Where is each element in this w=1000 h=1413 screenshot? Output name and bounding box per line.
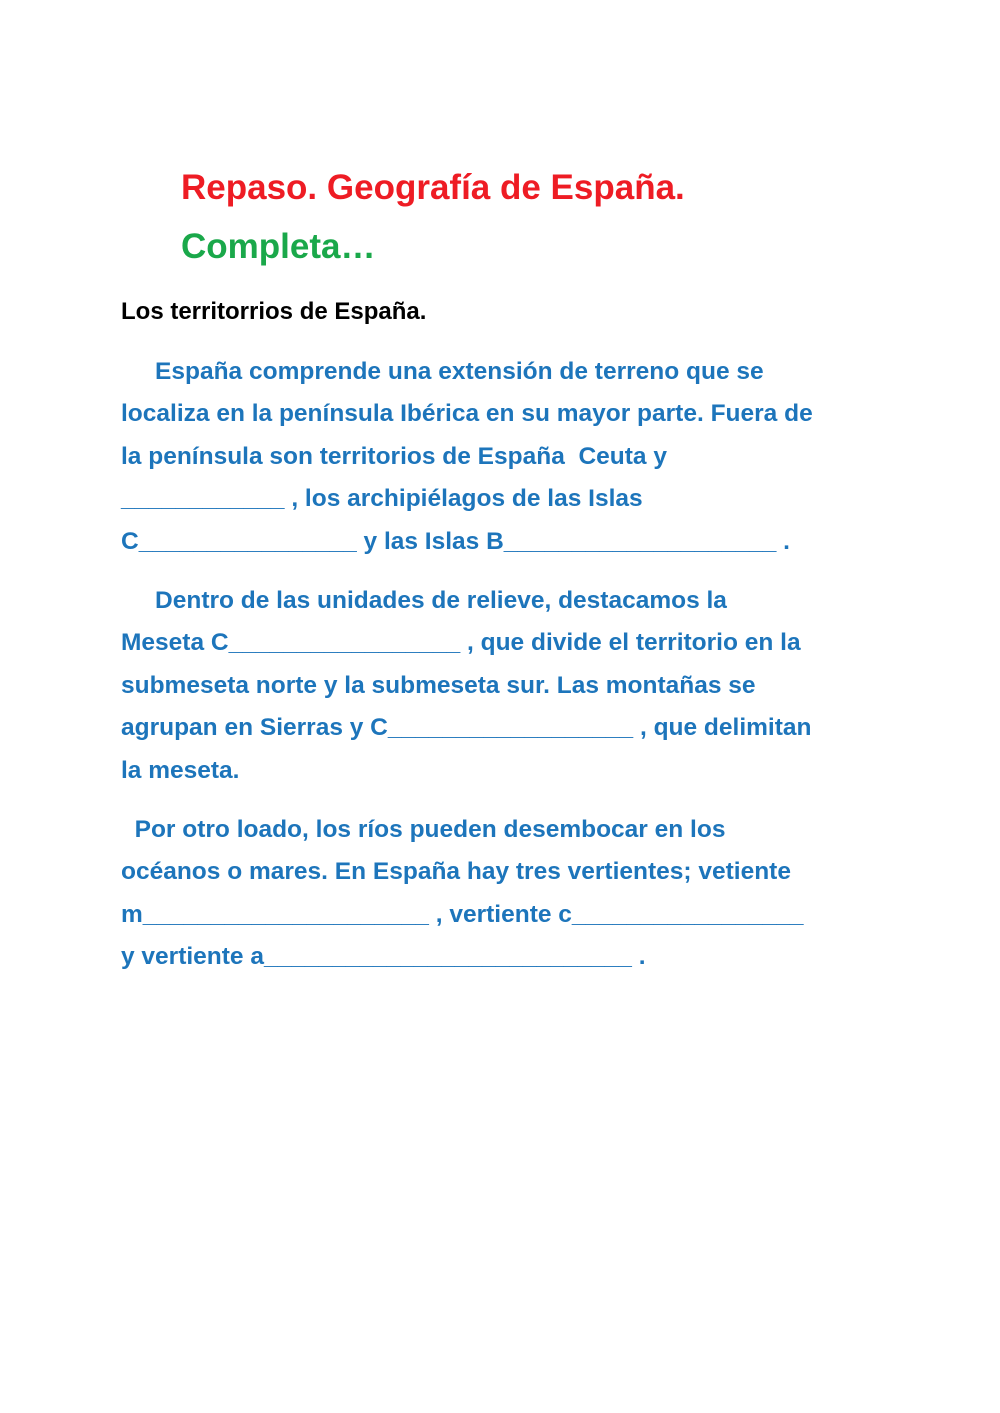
paragraph-line: la península son territorios de España Ceuta y: [121, 443, 667, 470]
paragraph-line: localiza en la península Ibérica en su mayor parte. Fuera de: [121, 400, 813, 427]
fill-blank-line[interactable]: ____________ , los archipiélagos de las Islas: [121, 485, 643, 512]
paragraph-line: Por otro loado, los ríos pueden desembocar en los: [121, 816, 726, 843]
fill-blank-line[interactable]: m_____________________ , vertiente c_________________: [121, 901, 804, 928]
fill-blank-line[interactable]: Meseta C_________________ , que divide el territorio en la: [121, 629, 801, 656]
paragraph-line: la meseta.: [121, 757, 240, 784]
paragraph-line: España comprende una extensión de terreno que se: [121, 358, 764, 385]
instruction-heading: Completa…: [181, 227, 376, 266]
paragraph-line: océanos o mares. En España hay tres vertientes; vetiente: [121, 858, 791, 885]
section-heading: Los territorrios de España.: [121, 298, 427, 325]
paragraph-line: submeseta norte y la submeseta sur. Las montañas se: [121, 672, 756, 699]
paragraph-line: Dentro de las unidades de relieve, destacamos la: [121, 587, 727, 614]
fill-blank-line[interactable]: C________________ y las Islas B____________________ .: [121, 528, 790, 555]
fill-blank-line[interactable]: y vertiente a___________________________ .: [121, 943, 646, 970]
page-title: Repaso. Geografía de España.: [181, 168, 685, 207]
fill-blank-line[interactable]: agrupan en Sierras y C__________________ , que delimitan: [121, 714, 812, 741]
